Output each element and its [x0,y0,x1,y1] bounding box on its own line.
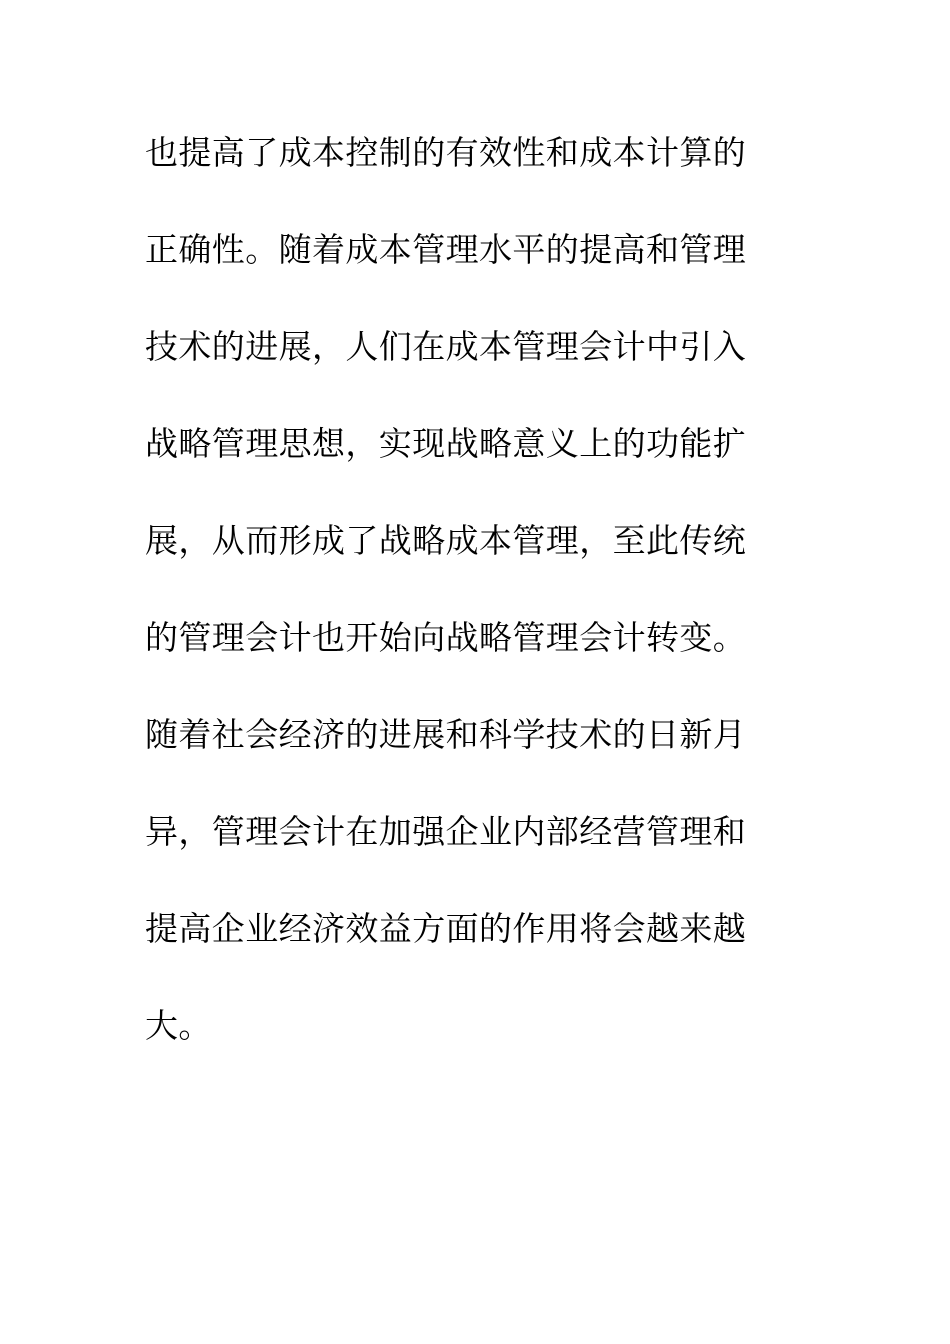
text-line: 正确性。随着成本管理水平的提高和管理 [145,230,747,269]
text-line: 战略管理思想，实现战略意义上的功能扩 [145,424,747,463]
text-line: 技术的进展，人们在成本管理会计中引入 [145,327,747,366]
text-line: 随着社会经济的进展和科学技术的日新月 [145,715,747,754]
text-line: 大。 [145,1006,212,1045]
text-line: 展，从而形成了战略成本管理，至此传统 [145,521,747,560]
text-line: 也提高了成本控制的有效性和成本计算的 [145,133,747,172]
text-line: 提高企业经济效益方面的作用将会越来越 [145,909,747,948]
text-line: 异，管理会计在加强企业内部经营管理和 [145,812,747,851]
body-text [145,126,785,1096]
text-line: 的管理会计也开始向战略管理会计转变。 [145,618,747,657]
